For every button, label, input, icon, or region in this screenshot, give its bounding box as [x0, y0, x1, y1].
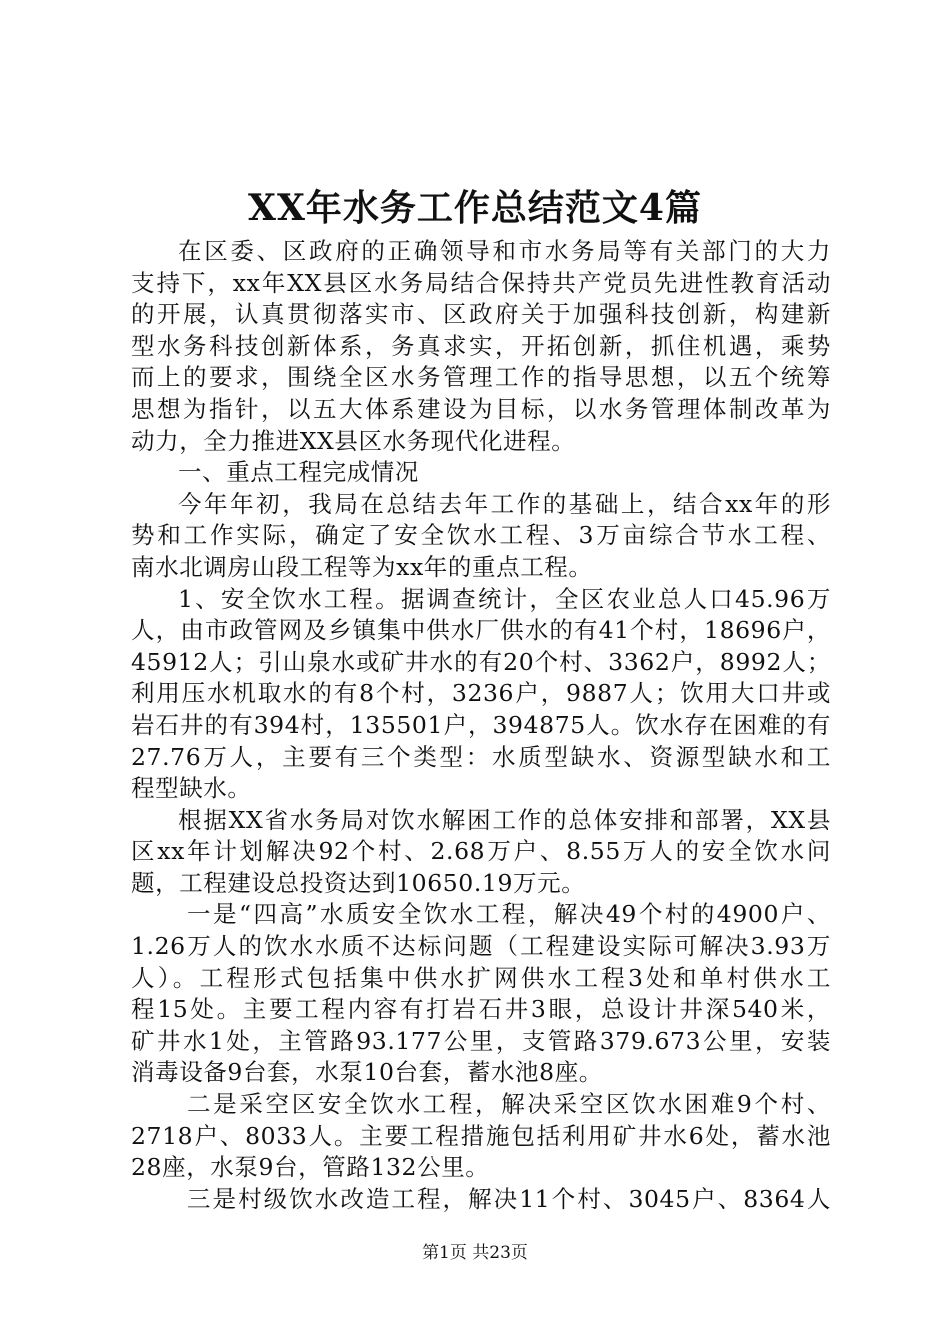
- document-body: [131, 236, 831, 1215]
- paragraph-line: 今年年初，我局在总结去年工作的基础上，结合xx年的形: [178, 489, 831, 518]
- paragraph-line: 思想为指针，以五大体系建设为目标，以水务管理体制改革为: [131, 394, 831, 423]
- paragraph-line: 支持下，xx年XX县区水务局结合保持共产党员先进性教育活动: [131, 268, 831, 297]
- paragraph-line: 2718户、8033人。主要工程措施包括利用矿井水6处，蓄水池: [131, 1121, 831, 1150]
- paragraph-line: 根据XX省水务局对饮水解困工作的总体安排和部署，XX县: [178, 805, 831, 834]
- paragraph-line: 28座，水泵9台，管路132公里。: [131, 1153, 490, 1182]
- paragraph-line: 的开展，认真贯彻落实市、区政府关于加强科技创新，构建新: [131, 300, 831, 329]
- paragraph-line: 势和工作实际，确定了安全饮水工程、3万亩综合节水工程、: [131, 521, 831, 550]
- paragraph-line: 南水北调房山段工程等为xx年的重点工程。: [131, 552, 593, 581]
- paragraph-line: 人）。工程形式包括集中供水扩网供水工程3处和单村供水工: [131, 963, 831, 992]
- paragraph-line: 1.26万人的饮水水质不达标问题（工程建设实际可解决3.93万: [131, 932, 831, 961]
- paragraph-line: 二是采空区安全饮水工程，解决采空区饮水困难9个村、: [187, 1090, 831, 1119]
- paragraph-line: 在区委、区政府的正确领导和市水务局等有关部门的大力: [178, 237, 831, 265]
- paragraph-line: 区xx年计划解决92个村、2.68万户、8.55万人的安全饮水问: [131, 837, 831, 866]
- paragraph-line: 矿井水1处，主管路93.177公里，支管路379.673公里，安装: [131, 1026, 831, 1055]
- page-number: 第1页 共23页: [422, 1243, 528, 1263]
- paragraph-line: 岩石井的有394村，135501户，394875人。饮水存在困难的有: [131, 710, 831, 739]
- paragraph-line: 动力，全力推进XX县区水务现代化进程。: [131, 426, 576, 455]
- paragraph-line: 消毒设备9台套，水泵10台套，蓄水池8座。: [131, 1058, 603, 1087]
- paragraph-line: 1、安全饮水工程。据调查统计，全区农业总人口45.96万: [178, 584, 831, 613]
- paragraph-line: 利用压水机取水的有8个村，3236户，9887人；饮用大口井或: [131, 679, 831, 708]
- section-heading: 一、重点工程完成情况: [178, 458, 419, 487]
- paragraph-line: 三是村级饮水改造工程，解决11个村、3045户、8364人: [187, 1184, 831, 1213]
- paragraph-line: 一是“四高”水质安全饮水工程，解决49个村的4900户、: [187, 900, 831, 929]
- paragraph-line: 程15处。主要工程内容有打岩石井3眼，总设计井深540米，: [131, 995, 831, 1024]
- paragraph-line: 人，由市政管网及乡镇集中供水厂供水的有41个村，18696户，: [131, 616, 831, 645]
- paragraph-line: 27.76万人，主要有三个类型：水质型缺水、资源型缺水和工: [131, 742, 831, 771]
- paragraph-line: 题，工程建设总投资达到10650.19万元。: [131, 868, 586, 897]
- paragraph-line: 45912人；引山泉水或矿井水的有20个村、3362户，8992人；: [131, 647, 831, 676]
- paragraph-line: 程型缺水。: [131, 774, 252, 803]
- paragraph-line: 而上的要求，围绕全区水务管理工作的指导思想，以五个统筹: [131, 363, 831, 392]
- paragraph-line: 型水务科技创新体系，务真求实，开拓创新，抓住机遇，乘势: [131, 331, 831, 360]
- document-title: XX年水务工作总结范文4篇: [248, 187, 702, 229]
